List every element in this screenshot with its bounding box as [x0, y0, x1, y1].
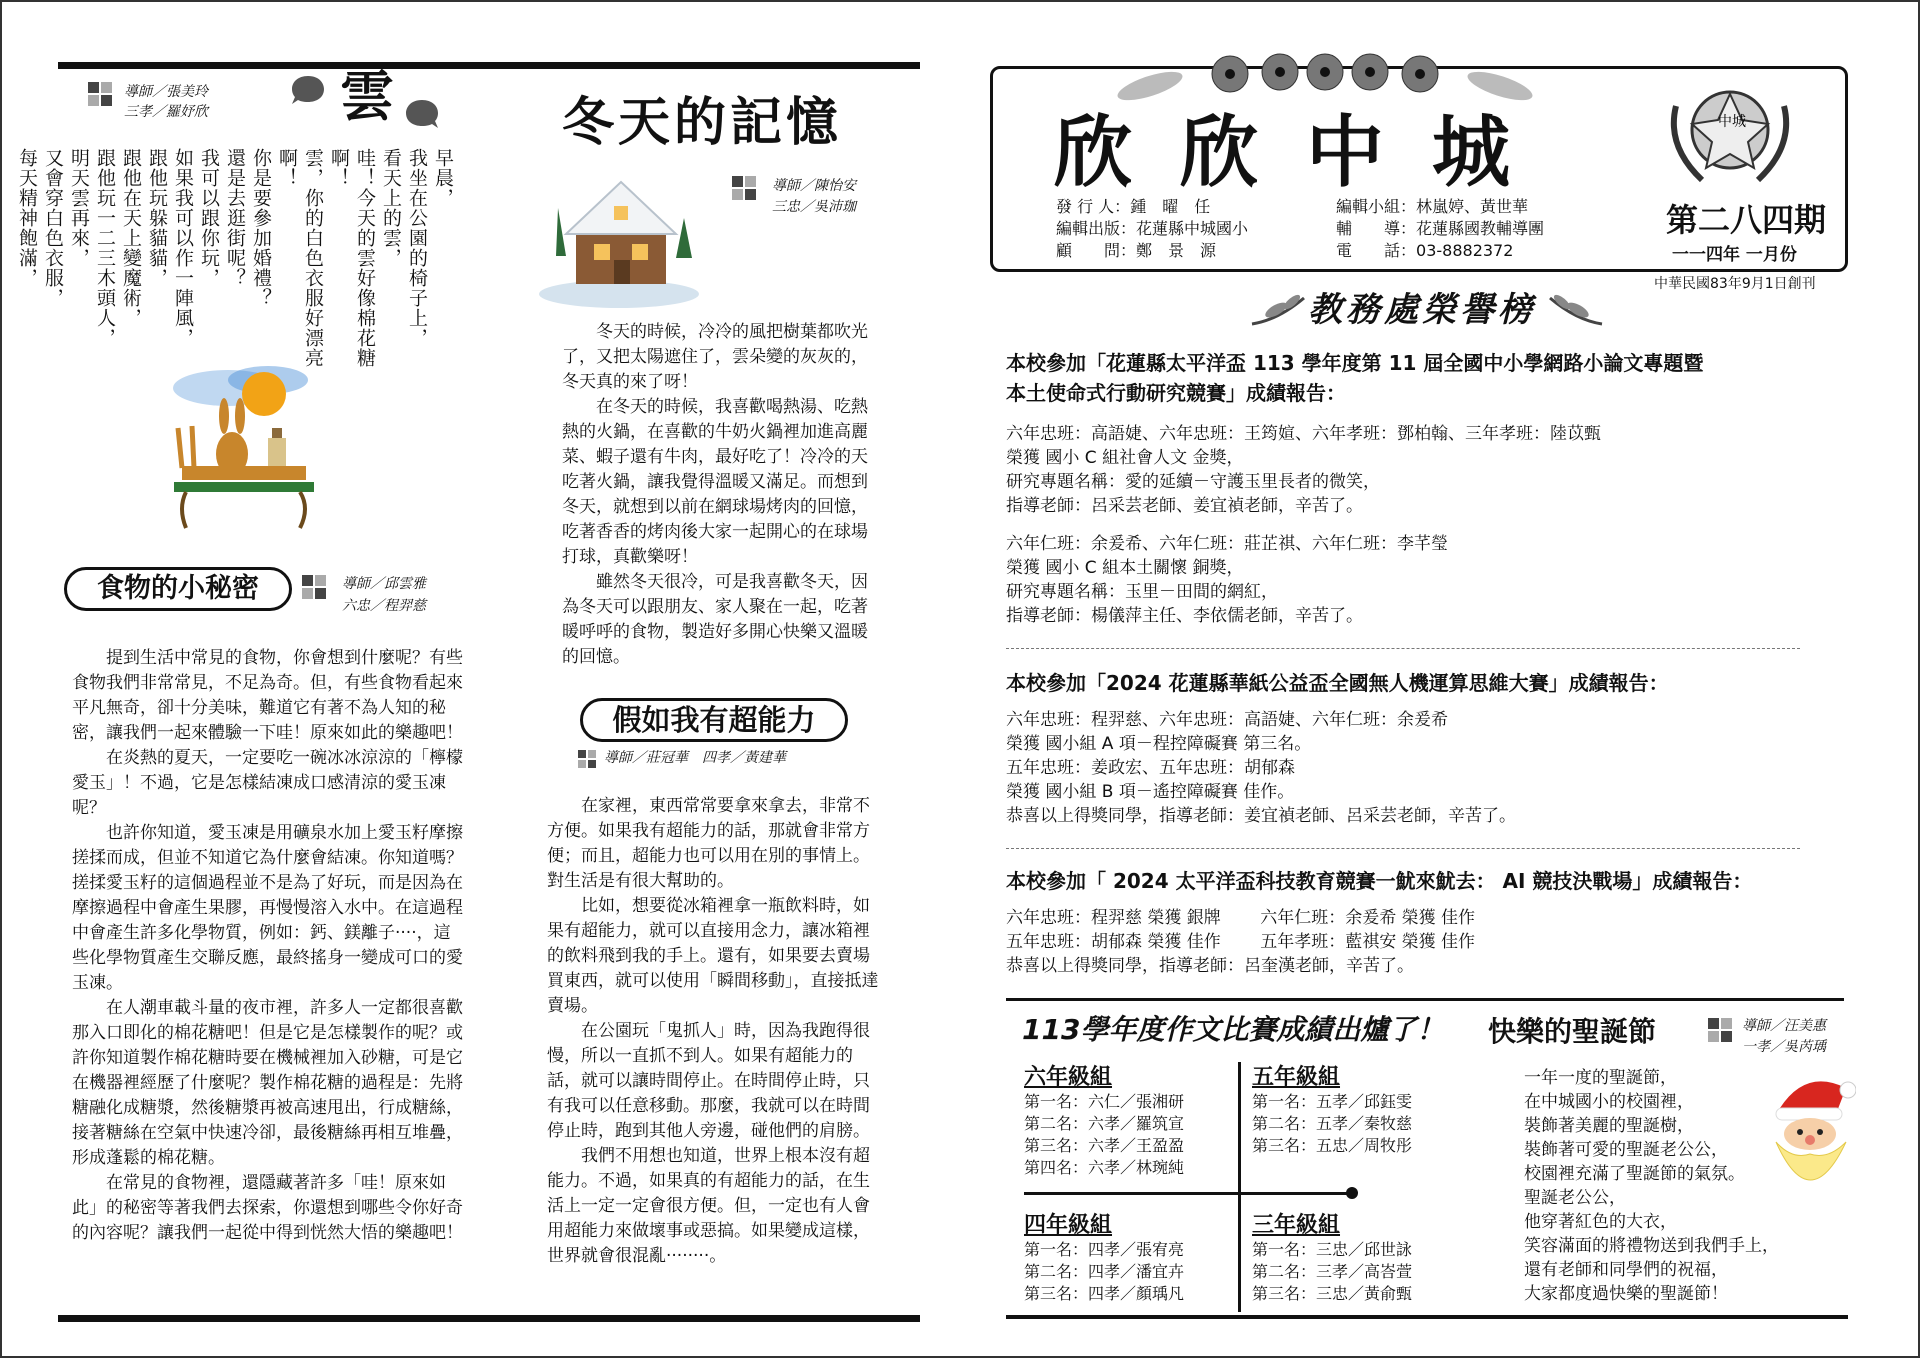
poem-line: 跟他在天上變魔術，: [120, 148, 142, 328]
emblem-text: 中: [1718, 114, 1732, 130]
report-title: 本校參加「花蓮縣太平洋盃 113 學年度第 11 屆全國中小學網路小論文專題暨: [1006, 351, 1704, 375]
credit-squares-icon: [578, 750, 596, 768]
poem-line: 還有老師和同學們的祝福，: [1524, 1260, 1728, 1280]
essay-cross-horizontal: [1024, 1192, 1352, 1195]
group-item: 第二名：四孝／潘宜卉: [1024, 1262, 1185, 1281]
credit-squares-icon: [302, 575, 326, 599]
group-title: 六年級組: [1024, 1065, 1113, 1090]
rabbit-moon-illustration: [168, 358, 320, 538]
poem-line: 雲，你的白色衣服好漂亮啊！: [276, 148, 324, 368]
cloud-poem-title: 雲: [340, 64, 394, 128]
poem-line: 還是去逛街呢？: [224, 148, 246, 288]
paragraph: 也許你知道，愛玉凍是用礦泉水加上愛玉籽摩擦搓揉而成，但並不知道它為什麼會結凍。你知道嗎？搓揉愛玉籽的這個過程並不是為了好玩，而是因為在摩擦過程中會產生果膠，再慢慢溶入水中。在這過程中會產生許多化學物質，例如：鈣、鎂離子‧‧‧‧，這些化學物質產生交聯反應，最終搖身一變成可口的愛玉凍。: [72, 823, 463, 993]
poem-line: 裝飾著美麗的聖誕樹，: [1524, 1116, 1694, 1136]
masthead-info-right: [1336, 196, 1544, 262]
info-label: 電 話：: [1336, 241, 1417, 260]
report-title: 本校參加「 2024 太平洋盃科技教育競賽一魷來魷去： AI 競技決戰場」成績報告：: [1006, 869, 1753, 893]
report-line: 六年忠班：程羿慈 榮獲 銀牌 六年仁班：余爰希 榮獲 佳作: [1006, 908, 1476, 928]
speech-bubble-icon: [290, 74, 326, 106]
report-line: 六年忠班：程羿慈、六年忠班：高語婕、六年仁班：余爰希: [1006, 710, 1448, 730]
info-value: 03-8882372: [1416, 241, 1514, 260]
info-label: 編輯出版：: [1056, 219, 1137, 238]
paragraph: 冬天的時候，冷冷的風把樹葉都吹光了，又把太陽遮住了，雲朵變的灰灰的，冬天真的來了呀！: [562, 322, 868, 392]
group-item: 第二名：六孝／羅筑宣: [1024, 1114, 1185, 1133]
paragraph: 在炎熱的夏天，一定要吃一碗冰冰涼涼的「檸檬愛玉」！不過，它是怎樣結凍成口感清涼的愛玉凍呢？: [72, 748, 463, 818]
poem-line: 校園裡充滿了聖誕節的氣氛。: [1524, 1164, 1745, 1184]
info-value: 花蓮縣中城國小: [1136, 219, 1249, 238]
paragraph: 在公園玩「鬼抓人」時，因為我跑得很慢，所以一直抓不到人。如果有超能力的話，就可以讓時間停止。在時間停止時，只有我可以任意移動。那麼，我就可以在時間停止時，跑到其他人旁邊，碰他們的肩膀。: [547, 1021, 870, 1141]
winter-author: 三忠／吳沛珈: [772, 199, 856, 215]
info-label: 發 行 人：: [1056, 197, 1131, 216]
winter-teacher: 導師／陳怡安: [772, 178, 856, 194]
info-value: 鄭 景 源: [1136, 241, 1217, 260]
superpower-body: [547, 794, 883, 1269]
emblem-text: 城: [1732, 114, 1746, 130]
christmas-title: 快樂的聖誕節: [1488, 1015, 1657, 1048]
honor-report-3: [1006, 866, 1846, 978]
report-line: 榮獲 國小 C 組社會人文 金獎，: [1006, 448, 1244, 468]
poem-line: 明天雲再來，: [68, 148, 90, 268]
report-line: 指導老師：楊儀萍主任、李依儒老師，辛苦了。: [1006, 606, 1363, 626]
essay-cross-dot: [1346, 1187, 1358, 1199]
paragraph: 在人潮車載斗量的夜市裡，許多人一定都很喜歡那入口即化的棉花糖吧！但是它是怎樣製作的呢？或許你知道製作棉花糖時要在機械裡加入砂糖，可是它在機器裡經歷了什麼呢？製作棉花糖的過程是：先將糖融化成糖漿，然後糖漿再被高速甩出，行成糖絲，接著糖絲在空氣中快速冷卻，最後糖絲再相互堆疊，形成蓬鬆的棉花糖。: [72, 998, 463, 1168]
cloud-poem-teacher: 導師／張美玲: [124, 84, 208, 100]
christmas-teacher: 導師／汪美惠: [1742, 1018, 1826, 1034]
poem-line: 我坐在公園的椅子上，: [406, 148, 428, 348]
santa-illustration: [1766, 1068, 1856, 1202]
credit-squares-icon: [1708, 1018, 1732, 1042]
group-item: 第二名：五孝／秦牧慈: [1252, 1114, 1413, 1133]
leaf-branch-icon: [1248, 290, 1308, 330]
divider-rule: [1006, 998, 1844, 1001]
speech-bubble-icon: [404, 98, 440, 130]
report-line: 六年仁班：余爰希、六年仁班：莊芷祺、六年仁班：李芊瑩: [1006, 534, 1448, 554]
poem-line: 一年一度的聖誕節，: [1524, 1068, 1677, 1088]
report-line: 五年忠班：胡郁森 榮獲 佳作 五年孝班：藍祺安 榮獲 佳作: [1006, 932, 1476, 952]
group-item: 第三名：五忠／周牧彤: [1252, 1136, 1413, 1155]
essay-group-3: [1252, 1208, 1412, 1305]
bottom-rule-left: [58, 1315, 920, 1322]
group-title: 三年級組: [1252, 1213, 1341, 1238]
christmas-body: [1524, 1066, 1779, 1306]
essay-group-5: [1252, 1060, 1412, 1157]
poem-line: 如果我可以作一陣風，: [172, 148, 194, 348]
divider: [1006, 648, 1800, 649]
leaf-branch-icon: [1546, 290, 1606, 330]
poem-line: 笑容滿面的將禮物送到我們手上，: [1524, 1236, 1779, 1256]
honor-report-2: [1006, 668, 1826, 828]
food-title: 食物的小秘密: [64, 567, 292, 611]
food-credit-icon-wrap: [302, 575, 326, 599]
essay-cross-vertical: [1238, 1062, 1241, 1312]
food-body: [72, 646, 466, 1246]
bottom-rule-right: [1006, 1315, 1848, 1319]
poem-line: 聖誕老公公，: [1524, 1188, 1626, 1208]
masthead-title: 欣欣中城: [1054, 107, 1559, 198]
honor-report-1: [1006, 348, 1826, 628]
poem-line: 你是要參加婚禮？: [250, 148, 272, 308]
paragraph: 比如，想要從冰箱裡拿一瓶飲料時，如果有超能力，就可以直接用念力，讓冰箱裡的飲料飛到我的手上。還有，如果要去賣場買東西，就可以使用「瞬間移動」，直接抵達賣場。: [547, 896, 879, 1016]
paragraph: 在冬天的時候，我喜歡喝熱湯、吃熱熱的火鍋，在喜歡的牛奶火鍋裡加進高麗菜、蝦子還有牛肉，最好吃了！冷冷的天吃著火鍋，讓我覺得溫暖又滿足。而想到冬天，就想到以前在網球場烤肉的回憶，吃著香香的烤肉後大家一起開心的在球場打球，真歡樂呀！: [562, 397, 868, 567]
group-item: 第一名：三忠／邱世詠: [1252, 1240, 1413, 1259]
report-line: 五年忠班：姜政宏、五年忠班：胡郁森: [1006, 758, 1295, 778]
superpower-credit-icon-wrap: [578, 748, 596, 768]
group-item: 第三名：三忠／黃俞甄: [1252, 1284, 1413, 1303]
info-label: 編輯小組：: [1336, 197, 1417, 216]
essay-group-4: [1024, 1208, 1184, 1305]
group-item: 第一名：五孝／邱鈺雯: [1252, 1092, 1413, 1111]
divider: [1006, 848, 1800, 849]
paragraph: 提到生活中常見的食物，你會想到什麼呢？有些食物我們非常常見，不足為奇。但，有些食物看起來平凡無奇，卻十分美味，難道它有著不為人知的秘密，讓我們一起來體驗一下哇！原來如此的樂趣吧！: [72, 648, 463, 743]
paragraph: 我們不用想也知道，世界上根本沒有超能力。不過，如果真的有超能力的話，在生活上一定一定會很方便。但，一定也有人會用超能力來做壞事或惡搞。如果變成這樣，世界就會很混亂‧‧‧‧‧‧‧‧。: [547, 1146, 870, 1266]
essay-group-6: [1024, 1060, 1184, 1179]
group-item: 第四名：六孝／林琬純: [1024, 1158, 1185, 1177]
group-item: 第三名：六孝／王盈盈: [1024, 1136, 1185, 1155]
issue-date: 一一四年 一月份: [1672, 245, 1797, 265]
info-label: 輔 導：: [1336, 219, 1417, 238]
poem-line: 他穿著紅色的大衣，: [1524, 1212, 1677, 1232]
food-teacher: 導師／邱雲雅: [342, 576, 426, 592]
group-item: 第一名：六仁／張湘研: [1024, 1092, 1185, 1111]
paragraph: 雖然冬天很冷，可是我喜歡冬天，因為冬天可以跟朋友、家人聚在一起，吃著暖呼呼的食物，製造好多開心快樂又溫暖的回憶。: [562, 572, 868, 667]
poem-line: 我可以跟你玩，: [198, 148, 220, 288]
winter-title: 冬天的記憶: [562, 92, 843, 153]
paragraph: 在常見的食物裡，還隱藏著許多「哇！原來如此」的秘密等著我們去探索，你還想到哪些令你好奇的內容呢？讓我們一起從中得到恍然大悟的樂趣吧！: [72, 1173, 463, 1243]
poem-line: 哇！今天的雲好像棉花糖啊！: [328, 148, 376, 368]
report-line: 榮獲 國小組 A 項－程控障礙賽 第三名。: [1006, 734, 1312, 754]
christmas-credit-icon-wrap: [1708, 1018, 1732, 1042]
credit-squares-icon: [88, 82, 112, 106]
top-rule-left: [58, 62, 920, 69]
group-title: 五年級組: [1252, 1065, 1341, 1090]
credit-squares-icon: [732, 176, 756, 200]
masthead-info-left: [1056, 196, 1248, 262]
info-value: 林嵐婷、黃世華: [1416, 197, 1529, 216]
group-item: 第三名：四孝／顏瑀凡: [1024, 1284, 1185, 1303]
poem-line: 裝飾著可愛的聖誕老公公，: [1524, 1140, 1728, 1160]
cloud-poem-credit: [88, 82, 112, 106]
report-title: 本土使命式行動研究競賽」成績報告：: [1006, 381, 1346, 405]
poem-line: 在中城國小的校園裡，: [1524, 1092, 1694, 1112]
report-line: 恭喜以上得獎同學，指導老師：呂奎漢老師，辛苦了。: [1006, 956, 1414, 976]
paragraph: 在家裡，東西常常要拿來拿去，非常不方便。如果我有超能力的話，那就會非常方便；而且，超能力也可以用在別的事情上。對生活是有很大幫助的。: [547, 796, 870, 891]
poem-line: 看天上的雲，: [380, 148, 402, 268]
poem-line: 大家都度過快樂的聖誕節！: [1524, 1284, 1728, 1304]
flower-garland-icon: [1110, 46, 1540, 116]
report-line: 研究專題名稱：愛的延續－守護玉里長者的微笑，: [1006, 472, 1380, 492]
food-author: 六忠／程羿慈: [342, 598, 426, 614]
report-line: 榮獲 國小組 B 項－遙控障礙賽 佳作。: [1006, 782, 1295, 802]
report-title: 本校參加「2024 花蓮縣華紙公益盃全國無人機運算思維大賽」成績報告：: [1006, 671, 1669, 695]
report-line: 六年忠班：高語婕、六年忠班：王筠媗、六年孝班：鄧柏翰、三年孝班：陸苡甄: [1006, 424, 1601, 444]
info-value: 花蓮縣國教輔導團: [1416, 219, 1545, 238]
report-line: 研究專題名稱：玉里－田間的網紅，: [1006, 582, 1278, 602]
honor-title: 教務處榮譽榜: [1308, 290, 1536, 330]
snowy-house-illustration: [536, 168, 702, 308]
poem-line: 又會穿白色衣服，: [42, 148, 64, 308]
poem-line: 跟他玩一二三木頭人，: [94, 148, 116, 348]
superpower-title: 假如我有超能力: [580, 698, 848, 742]
report-line: 指導老師：呂采芸老師、姜宜禎老師，辛苦了。: [1006, 496, 1363, 516]
winter-body: [562, 320, 884, 670]
group-item: 第一名：四孝／張宥亮: [1024, 1240, 1185, 1259]
founded-date: 中華民國83年9月1日創刊: [1654, 276, 1816, 292]
winter-credit-icon-wrap: [732, 176, 756, 200]
issue-number: 第二八四期: [1666, 201, 1827, 239]
poem-line: 跟他玩躲貓貓，: [146, 148, 168, 288]
report-line: 榮獲 國小 C 組本土關懷 銅獎，: [1006, 558, 1244, 578]
poem-line: 早晨，: [432, 148, 454, 208]
school-emblem-icon: [1662, 76, 1798, 194]
poem-line: 每天精神飽滿，: [16, 148, 38, 288]
group-title: 四年級組: [1024, 1213, 1113, 1238]
info-label: 顧 問：: [1056, 241, 1137, 260]
info-value: 鍾 曜 任: [1130, 197, 1211, 216]
report-line: 恭喜以上得獎同學，指導老師：姜宜禎老師、呂采芸老師，辛苦了。: [1006, 806, 1516, 826]
group-item: 第二名：三孝／高峇萱: [1252, 1262, 1413, 1281]
superpower-credit: 導師／莊冠華 四孝／黃建華: [604, 750, 786, 766]
cloud-poem-author: 三孝／羅妤欣: [124, 104, 208, 120]
christmas-author: 一孝／吳芮瑀: [1742, 1039, 1826, 1055]
essay-title: 113學年度作文比賽成績出爐了！: [1022, 1013, 1445, 1046]
